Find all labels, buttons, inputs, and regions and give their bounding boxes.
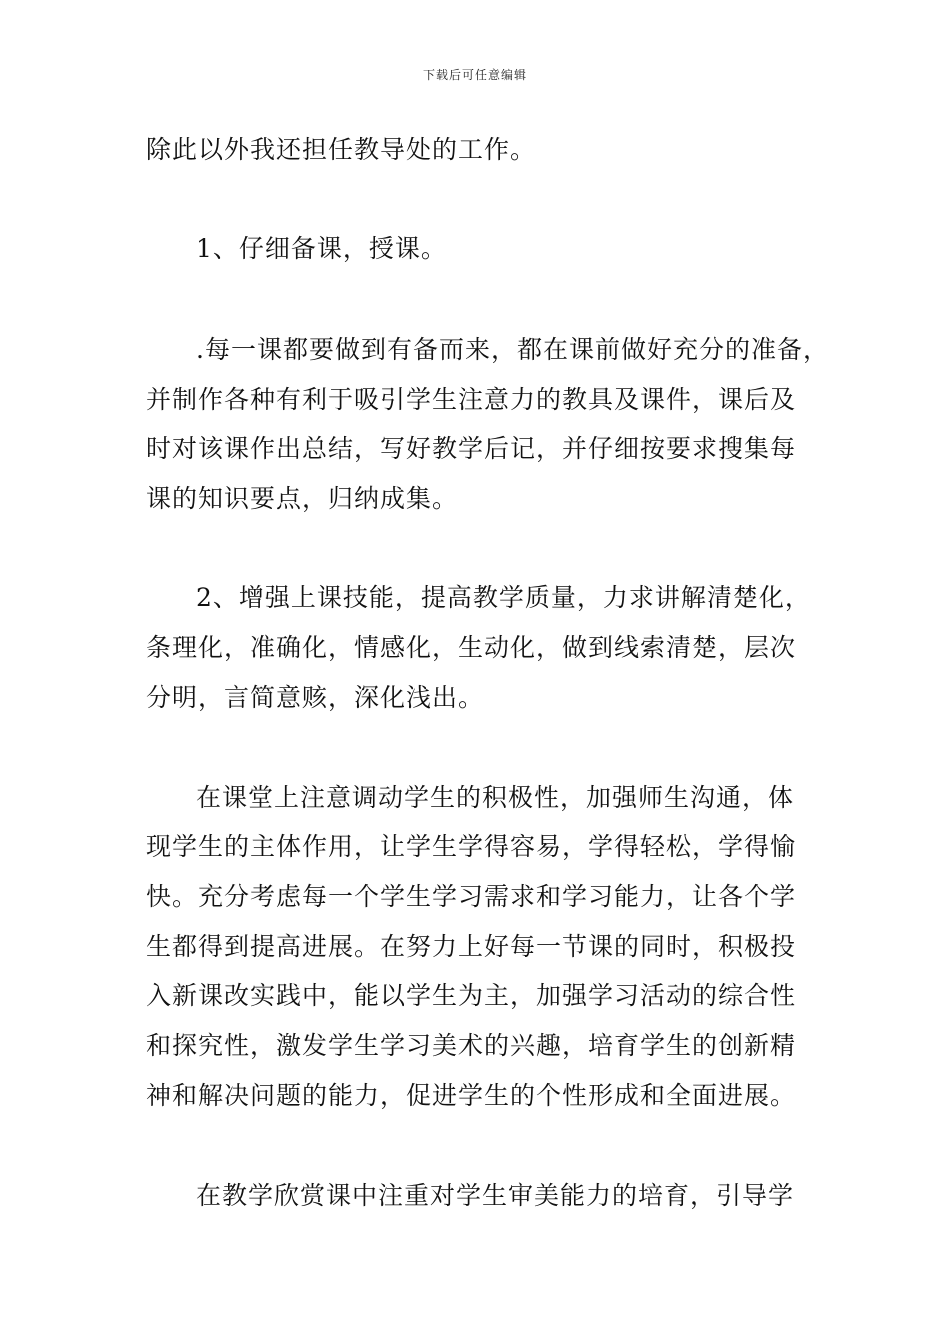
text-line: 2、增强上课技能，提高教学质量，力求讲解清楚化， [196,583,811,612]
text-line: 和探究性，激发学生学习美术的兴趣，培育学生的创新精 [146,1031,797,1060]
page-header: 下载后可任意编辑 [422,68,527,82]
text-line: .每一课都要做到有备而来，都在课前做好充分的准备， [196,335,829,364]
text-line: 除此以外我还担任教导处的工作。 [146,135,537,164]
text-line: 时对该课作出总结，写好教学后记，并仔细按要求搜集每 [146,434,797,463]
text-line: 在教学欣赏课中注重对学生审美能力的培育，引导学 [196,1181,795,1210]
text-line: 课的知识要点，归纳成集。 [146,484,459,513]
text-line: 生都得到提高进展。在努力上好每一节课的同时，积极投 [146,932,797,961]
text-line: 分明，言简意赅，深化浅出。 [146,683,485,712]
text-line: 入新课改实践中，能以学生为主，加强学习活动的综合性 [146,981,797,1010]
text-line: 1、仔细备课，授课。 [196,234,447,263]
text-line: 神和解决问题的能力，促进学生的个性形成和全面进展。 [146,1081,797,1110]
text-line: 并制作各种有利于吸引学生注意力的教具及课件，课后及 [146,385,797,414]
text-line: 在课堂上注意调动学生的积极性，加强师生沟通，体 [196,783,795,812]
text-line: 现学生的主体作用，让学生学得容易，学得轻松，学得愉 [146,832,797,861]
text-line: 条理化，准确化，情感化，生动化，做到线索清楚，层次 [146,633,797,662]
text-line: 快。充分考虑每一个学生学习需求和学习能力，让各个学 [146,882,797,911]
